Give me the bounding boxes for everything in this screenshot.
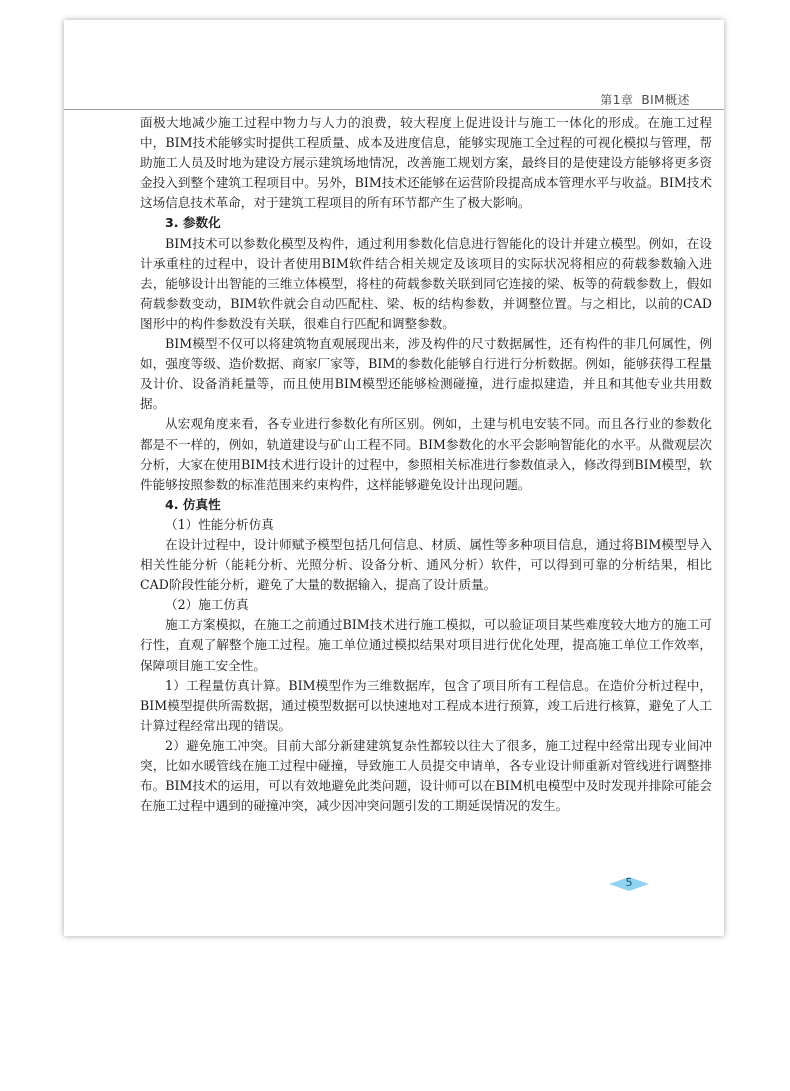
paragraph: 从宏观角度来看，各专业进行参数化有所区别。例如，土建与机电安装不同。而且各行业的参数化都是不一样的，例如，轨道建设与矿山工程不同。BIM参数化的水平会影响智能化的水平。从微观层次分析，大家在使用BIM技术进行设计的过程中，参照相关标准进行参数值录入，修改得到BIM模型，软件能够按照参数的标准范围来约束构件，这样能够避免设计出现问题。 <box>140 416 712 492</box>
subsection-heading-construction: （2）施工仿真 <box>165 597 249 613</box>
paragraph: 施工方案模拟，在施工之前通过BIM技术进行施工模拟，可以验证项目某些难度较大地方的施工可行性，直观了解整个施工过程。施工单位通过模拟结果对项目进行优化处理，提高施工单位工作效率，保障项目施工安全性。 <box>140 617 712 673</box>
document-page <box>64 20 724 936</box>
paragraph: 在设计过程中，设计师赋予模型包括几何信息、材质、属性等多种项目信息，通过将BIM模型导入相关性能分析（能耗分析、光照分析、设备分析、通风分析）软件，可以得到可靠的分析结果，相比CAD阶段性能分析，避免了大量的数据输入，提高了设计质量。 <box>140 536 712 593</box>
paragraph: BIM技术可以参数化模型及构件，通过利用参数化信息进行智能化的设计并建立模型。例如，在设计承重柱的过程中，设计者使用BIM软件结合相关规定及该项目的实际状况将相应的荷载参数输入进去，能够设计出智能的三维立体模型，将柱的荷载参数关联到同它连接的梁、板等的荷载参数上，假如荷载参数变动，BIM软件就会自动匹配柱、梁、板的结构参数，并调整位置。与之相比，以前的CAD图形中的构件参数没有关联，很难自行匹配和调整参数。 <box>140 235 712 331</box>
section-heading-simulation: 4. 仿真性 <box>165 496 221 512</box>
section-heading-parametric: 3. 参数化 <box>165 215 221 231</box>
chapter-number: 第1章 <box>600 93 634 107</box>
body-text <box>140 113 712 816</box>
header-rule <box>64 109 724 110</box>
page-number: 5 <box>625 876 633 889</box>
paragraph: BIM模型不仅可以将建筑物直观展现出来，涉及构件的尺寸数据属性，还有构件的非几何属性，例如，强度等级、造价数据、商家厂家等，BIM的参数化能够自行进行分析数据。例如，能够获得工程量及计价、设备消耗量等，而且使用BIM模型还能够检测碰撞，进行虚拟建造，并且和其他专业共用数据。 <box>140 336 712 412</box>
page-number-badge <box>609 873 649 895</box>
paragraph: 面极大地减少施工过程中物力与人力的浪费，较大程度上促进设计与施工一体化的形成。在施工过程中，BIM技术能够实时提供工程质量、成本及进度信息，能够实现施工全过程的可视化模拟与管理，帮助施工人员及时地为建设方展示建筑场地情况，改善施工规划方案，最终目的是使建设方能够将更多资金投入到整个建筑工程项目中。另外，BIM技术还能够在运营阶段提高成本管理水平与收益。BIM技术这场信息技术革命，对于建筑工程项目的所有环节都产生了极大影响。 <box>140 115 712 211</box>
paragraph: 1）工程量仿真计算。BIM模型作为三维数据库，包含了项目所有工程信息。在造价分析过程中，BIM模型提供所需数据，通过模型数据可以快速地对工程成本进行预算，竣工后进行核算，避免了人工计算过程经常出现的错误。 <box>140 677 712 733</box>
chapter-heading <box>592 91 690 108</box>
running-header <box>64 72 724 108</box>
paragraph: 2）避免施工冲突。目前大部分新建建筑复杂性都较以往大了很多，施工过程中经常出现专业间冲突，比如水暖管线在施工过程中碰撞，导致施工人员提交申请单，各专业设计师重新对管线进行调整排布。BIM技术的运用，可以有效地避免此类问题，设计师可以在BIM机电模型中及时发现并排除可能会在施工过程中遇到的碰撞冲突，减少因冲突问题引发的工期延误情况的发生。 <box>140 737 712 814</box>
subsection-heading-performance: （1）性能分析仿真 <box>165 516 274 532</box>
chapter-title: BIM概述 <box>641 93 690 107</box>
